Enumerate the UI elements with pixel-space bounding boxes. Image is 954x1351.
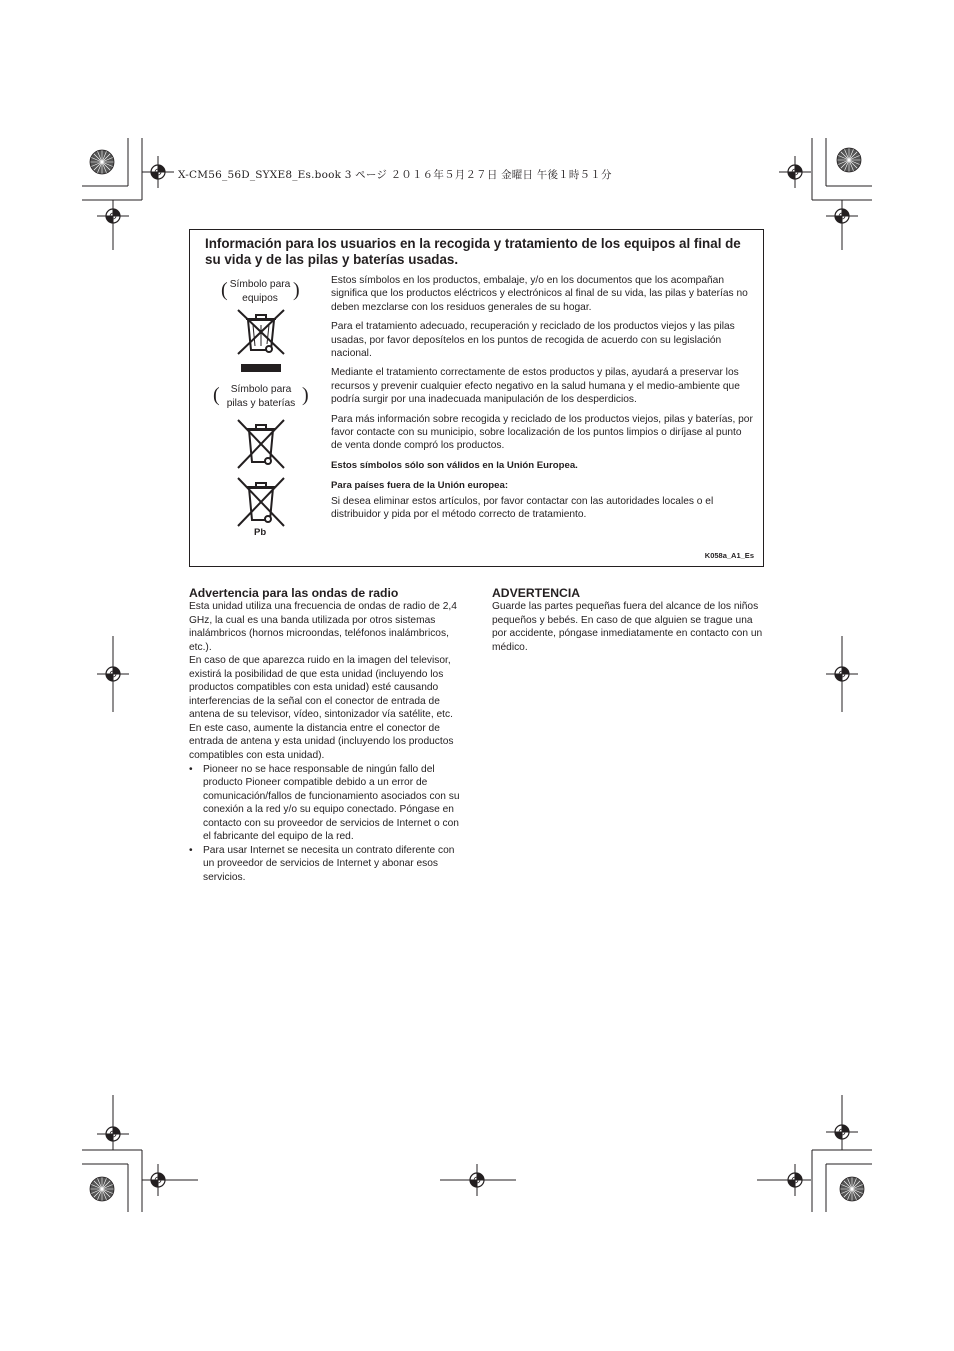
list-item — [189, 844, 464, 885]
outside-eu-text: Si desea eliminar estos artículos, por favor contactar con las autoridades locales o el distribuidor y pida por el método correcto de tratamiento. — [331, 495, 714, 521]
advertencia-section — [492, 586, 764, 654]
paren-close-icon: ) — [302, 384, 309, 406]
symbol-batteries-label — [218, 383, 304, 411]
document-code: K058a_A1_Es — [704, 551, 754, 560]
crossed-bin-equipment-icon — [236, 308, 286, 374]
info-paragraph: Estos símbolos en los productos, embalaje, y/o en los documentos que los acompañan significa que los productos eléctricos y electrónicos al final de su vida, las pilas y baterías no deben mezclarse con los residuos generales de su hogar. — [331, 275, 748, 313]
radio-warning-paragraph: En caso de que aparezca ruido en la imagen del televisor, existirá la posibilidad de que esta unidad (incluyendo los productos compatibles con esta unidad) esté causando interferencias de la señal con el conector de entrada de antena de su televisor, vídeo, sintonizador vía satélite, etc. — [189, 655, 453, 721]
bullet-icon: • — [189, 763, 193, 775]
eu-only-notice: Estos símbolos sólo son válidos en la Unión Europea. — [331, 459, 578, 471]
symbol-equipment-label-line2: equipos — [242, 293, 278, 304]
paren-open-icon: ( — [221, 279, 228, 301]
symbol-equipment-label — [226, 278, 294, 306]
radio-warning-paragraph: Esta unidad utiliza una frecuencia de ondas de radio de 2,4 GHz, la cual es una banda utilizada por otros sistemas inalámbricos (hornos microondas, teléfonos inalámbricos, etc.). — [189, 601, 457, 653]
symbol-equipment-label-line1: Símbolo para — [229, 279, 291, 290]
info-box-title: Información para los usuarios en la recogida y tratamiento de los equipos al final de su vida y de las pilas y baterías usadas. — [205, 236, 741, 267]
advertencia-text: Guarde las partes pequeñas fuera del alcance de los niños pequeños y bebés. En caso de que alguien se trague una por accidente, póngase inmediatamente en contacto con un médico. — [492, 601, 763, 653]
outside-eu-heading: Para países fuera de la Unión europea: — [331, 480, 509, 492]
radio-warning-paragraph: En este caso, aumente la distancia entre el conector de entrada de antena y esta unidad (incluyendo los productos compatibles con esta unidad). — [189, 722, 454, 762]
crossed-bin-battery-icon — [236, 418, 286, 470]
info-paragraph: Mediante el tratamiento correctamente de estos productos y pilas, ayudará a preservar los recursos y prevenir cualquier efecto negativo en la salud humana y el medio-ambiente que podría surgir por una inadecuada manipulación de los desperdicios. — [331, 367, 740, 406]
list-item-text: Para usar Internet se necesita un contrato diferente con un proveedor de servicios de Internet y abonar esos servicios. — [203, 844, 455, 883]
symbol-batteries-label-line2: pilas y baterías — [226, 398, 296, 409]
info-paragraph: Para más información sobre recogida y reciclado de los productos viejos, pilas y baterías, por favor contacte con su municipio, sobre localización de los puntos limpios o diríjase al punto de venta donde compró los productos. — [331, 413, 753, 452]
list-item-text: Pioneer no se hace responsable de ningún fallo del producto Pioneer compatible debido a un error de comunicación/fallos de funcionamiento asociados con su conexión a la red y/o su equipo conectado. Póngase en contacto con su proveedor de servicios de Internet o con el fabricante del equipo de la red. — [203, 763, 460, 843]
crossed-bin-pb-icon — [236, 476, 286, 528]
radio-warning-heading: Advertencia para las ondas de radio — [189, 586, 399, 600]
file-header-line: X-CM56_56D_SYXE8_Es.book 3 ページ ２０１６年５月２７日 金曜日 午後１時５１分 — [178, 169, 612, 181]
weee-info-box — [189, 229, 764, 567]
symbol-batteries-label-line1: Símbolo para — [230, 384, 292, 395]
info-paragraph: Para el tratamiento adecuado, recuperación y reciclado de los productos viejos y las pilas usadas, por favor deposítelos en los puntos de recogida de acuerdo con su legislación nacional. — [331, 321, 735, 360]
list-item — [189, 763, 464, 844]
radio-warning-bullets — [189, 763, 464, 885]
pb-label: Pb — [254, 527, 267, 538]
info-box-body — [331, 274, 755, 528]
paren-close-icon: ) — [293, 279, 300, 301]
bullet-icon: • — [189, 844, 193, 856]
advertencia-heading: ADVERTENCIA — [492, 586, 581, 600]
paren-open-icon: ( — [213, 384, 220, 406]
radio-warning-section — [189, 586, 464, 884]
